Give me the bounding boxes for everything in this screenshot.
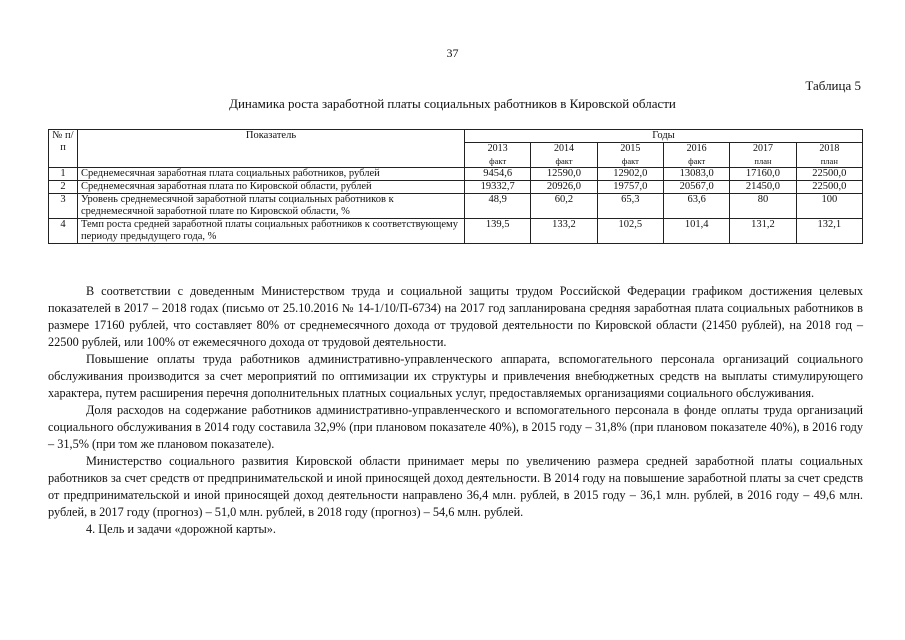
row-value: 65,3	[597, 194, 663, 219]
page-number: 37	[446, 46, 459, 60]
row-value: 22500,0	[796, 181, 862, 194]
year-label: 2015	[620, 143, 641, 154]
header-year-cell	[663, 143, 729, 168]
year-label: 2018	[819, 143, 840, 154]
year-label: 2017	[752, 143, 773, 154]
row-value: 132,1	[796, 219, 862, 244]
row-value: 63,6	[663, 194, 729, 219]
row-value: 12590,0	[531, 168, 597, 181]
year-label: 2016	[686, 143, 707, 154]
paragraph: В соответствии с доведенным Министерством труда и социальной защиты трудом Российской Федерации графиком достижения целевых показателей в 2017 – 2018 годах (письмо от 25.10.2016 № 14-1/10/П-6734) на 2017 год запланирована средняя заработная плата социальных работников в размере 17160 рублей, что составляет 80% от среднемесячного дохода от трудовой деятельности по Кировской области (21450 рублей), на 2018 год – 22500 рублей, или 100% от ежемесячного дохода от трудовой деятельности.	[48, 284, 863, 349]
paragraph: Доля расходов на содержание работников административно-управленческого и вспомогательного персонала в фонде оплаты труда организаций социального обслуживания в 2014 году составила 32,9% (при плановом показателе 40%), в 2015 году – 31,8% (при плановом показателе 40%), в 2016 году – 31,5% (при том же плановом показателе).	[48, 403, 863, 451]
row-value: 48,9	[465, 194, 531, 219]
row-value: 139,5	[465, 219, 531, 244]
row-indicator: Уровень среднемесячной заработной платы социальных работников к среднемесячной заработной плате по Кировской области, %	[78, 194, 465, 219]
row-num: 4	[49, 219, 78, 244]
row-num: 1	[49, 168, 78, 181]
row-indicator: Среднемесячная заработная плата по Кировской области, рублей	[78, 181, 465, 194]
table-title: Динамика роста заработной платы социальных работников в Кировской области	[229, 96, 676, 111]
row-value: 13083,0	[663, 168, 729, 181]
header-year-cell	[531, 143, 597, 168]
year-label: 2014	[553, 143, 574, 154]
header-year-cell	[796, 143, 862, 168]
header-year-cell	[730, 143, 796, 168]
table-row	[49, 194, 863, 219]
row-num: 2	[49, 181, 78, 194]
year-kind: факт	[489, 156, 507, 166]
row-value: 12902,0	[597, 168, 663, 181]
table-row	[49, 168, 863, 181]
paragraph: Повышение оплаты труда работников административно-управленческого аппарата, вспомогательного персонала организаций социального обслуживания производится за счет мероприятий по оптимизации их структуры и привлечения внебюджетных средств на выплаты стимулирующего характера, путем расширения перечня дополнительных платных социальных услуг, предоставляемых организациями социального обслуживания.	[48, 352, 863, 400]
body-text	[48, 283, 863, 538]
table-label: Таблица 5	[805, 78, 861, 93]
row-value: 9454,6	[465, 168, 531, 181]
year-kind: факт	[621, 156, 639, 166]
row-value: 133,2	[531, 219, 597, 244]
year-kind: план	[820, 156, 838, 166]
row-value: 20567,0	[663, 181, 729, 194]
row-value: 100	[796, 194, 862, 219]
row-value: 101,4	[663, 219, 729, 244]
year-kind: факт	[688, 156, 706, 166]
row-value: 21450,0	[730, 181, 796, 194]
row-value: 17160,0	[730, 168, 796, 181]
row-indicator: Темп роста средней заработной платы социальных работников к соответствующему периоду предыдущего года, %	[78, 219, 465, 244]
paragraph: Министерство социального развития Кировской области принимает меры по увеличению размера средней заработной платы социальных работников за счет средств от предпринимательской и иной приносящей доход деятельности. В 2014 году на повышение заработной платы за счет средств от предпринимательской и иной приносящей доход деятельности направлено 36,4 млн. рублей, в 2015 году – 36,1 млн. рублей, в 2016 году – 49,6 млн. рублей, в 2017 году (прогноз) – 51,0 млн. рублей, в 2018 году (прогноз) – 54,6 млн. рублей.	[48, 454, 863, 519]
row-value: 22500,0	[796, 168, 862, 181]
year-label: 2013	[487, 143, 508, 154]
wage-table	[48, 129, 863, 244]
header-num: № п/п	[49, 130, 78, 168]
section-heading: 4. Цель и задачи «дорожной карты».	[86, 522, 277, 536]
row-indicator: Среднемесячная заработная плата социальных работников, рублей	[78, 168, 465, 181]
year-kind: план	[754, 156, 772, 166]
header-years: Годы	[465, 130, 863, 143]
header-year-cell	[465, 143, 531, 168]
year-kind: факт	[555, 156, 573, 166]
row-value: 60,2	[531, 194, 597, 219]
row-value: 20926,0	[531, 181, 597, 194]
row-num: 3	[49, 194, 78, 219]
header-year-cell	[597, 143, 663, 168]
row-value: 19332,7	[465, 181, 531, 194]
row-value: 19757,0	[597, 181, 663, 194]
row-value: 102,5	[597, 219, 663, 244]
table-row	[49, 181, 863, 194]
row-value: 80	[730, 194, 796, 219]
table-row	[49, 219, 863, 244]
header-indicator: Показатель	[78, 130, 465, 168]
row-value: 131,2	[730, 219, 796, 244]
